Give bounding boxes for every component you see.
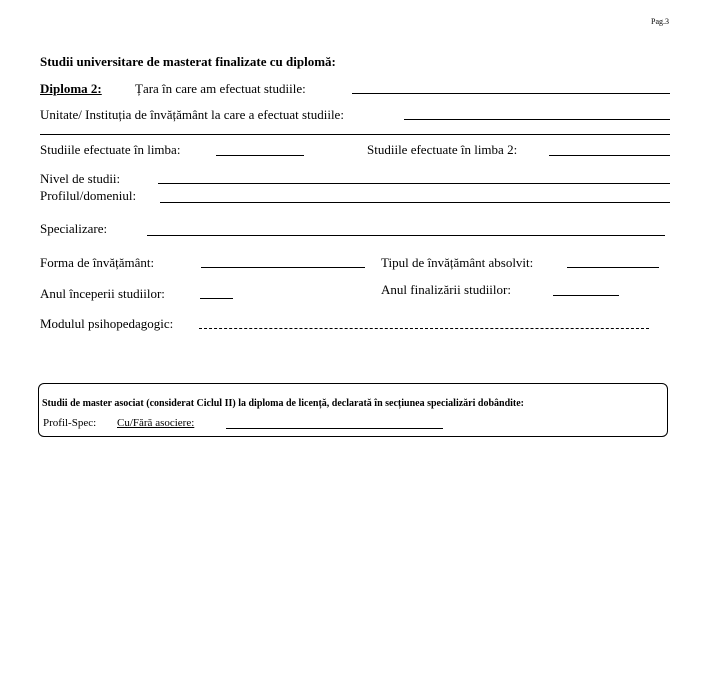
- profile-field[interactable]: [160, 202, 670, 203]
- section-title: Studii universitare de masterat finalizate cu diplomă:: [40, 54, 336, 69]
- end-year-label: Anul finalizării studiilor:: [381, 282, 511, 297]
- association-field[interactable]: [226, 428, 443, 429]
- level-field[interactable]: [158, 183, 670, 184]
- education-type-label: Tipul de învățământ absolvit:: [381, 255, 534, 270]
- specialization-field[interactable]: [147, 235, 665, 236]
- country-field[interactable]: [352, 93, 670, 94]
- start-year-label: Anul începerii studiilor:: [40, 286, 165, 301]
- institution-label: Unitate/ Instituția de învățământ la care a efectuat studiile:: [40, 107, 344, 122]
- education-type-field[interactable]: [567, 267, 659, 268]
- associated-master-title: Studii de master asociat (considerat Ciclul II) la diploma de licență, declarată în secțiunea specializări dobândite:: [42, 398, 525, 409]
- profile-spec-label: Profil-Spec:: [43, 417, 97, 429]
- education-form-field[interactable]: [201, 267, 365, 268]
- level-label: Nivel de studii:: [40, 171, 121, 186]
- language2-field[interactable]: [549, 155, 670, 156]
- institution-field[interactable]: [404, 119, 670, 120]
- language1-field[interactable]: [216, 155, 304, 156]
- page-number: Pag.3: [651, 17, 669, 26]
- association-label: Cu/Fără asociere:: [117, 417, 195, 429]
- country-label: Țara în care am efectuat studiile:: [135, 81, 306, 96]
- psych-module-label: Modulul psihopedagogic:: [40, 316, 174, 331]
- end-year-field[interactable]: [553, 295, 619, 296]
- language1-label: Studiile efectuate în limba:: [40, 142, 181, 157]
- psych-module-field[interactable]: [199, 328, 649, 329]
- start-year-field[interactable]: [200, 298, 233, 299]
- education-form-label: Forma de învățământ:: [40, 255, 155, 270]
- diploma-label-text: Diploma 2:: [40, 81, 102, 96]
- institution-field-line2[interactable]: [40, 134, 670, 135]
- profile-label: Profilul/domeniul:: [40, 188, 137, 203]
- diploma-label: [40, 81, 102, 97]
- specialization-label: Specializare:: [40, 221, 108, 236]
- language2-label: Studiile efectuate în limba 2:: [367, 142, 518, 157]
